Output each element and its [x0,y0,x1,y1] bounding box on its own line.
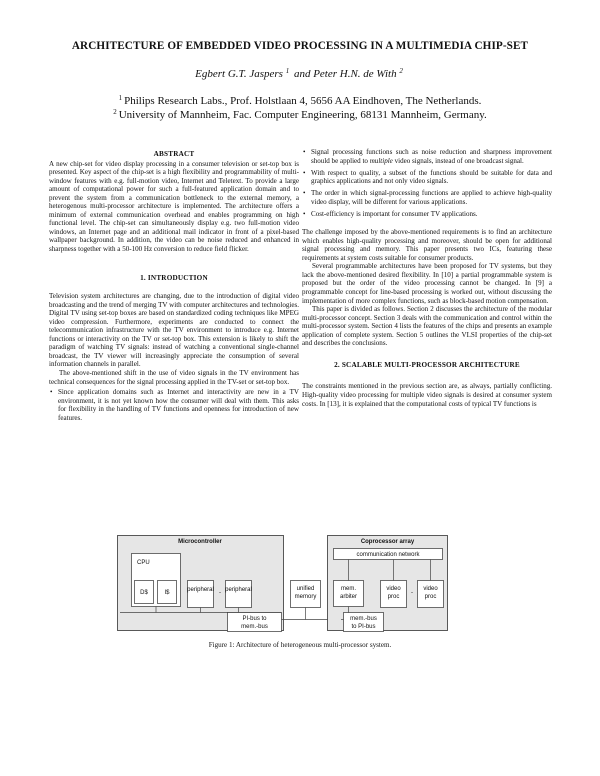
membus-bridge-label-2: to PI-bus [351,624,376,630]
architecture-diagram [117,532,517,634]
abstract-text: A new chip-set for video display processing in a consumer television or set-top box is presented. Key aspect of the chip-set is a high flexibility and programmability of multi-window features with e.g. full-motion video, Internet and Teletext. To provide a large amount of computational power for such a full-featured application domain and to prevent the system from a communication bottleneck to the external memory, a heterogenous multi-processor architecture is implemented. The architecture offers a minimum of external communication overhead and enables programming on high functional level. The chip-set can simultaneously display e.g. two full-motion video windows, an Internet page and an additional mail indicator in front of a pixel-based wallpaper background. In addition, the video can be noise reduced and enhanced in sharpness together with a 50-100 Hz conversion to reduce field flicker. [49,159,299,254]
requirement-emphasis: multiple [369,156,393,165]
intro-paragraph-2: The above-mentioned shift in the use of video signals in the TV environment has technical consequences for the signal processing applied in the TV-set or set-top box. [49,369,299,386]
coprocessor-array-label: Coprocessor array [360,539,415,545]
memory-arbiter-label-2: arbiter [339,594,358,600]
microcontroller-label: Microcontroller [178,539,222,545]
ellipsis-dash: - [411,590,413,596]
introduction-heading: 1. INTRODUCTION [140,273,208,282]
video-processor-a-label-1: video [386,586,401,592]
requirement-item [302,148,552,165]
ellipsis-dash: - [219,590,221,596]
author-1-mark: 1 [285,67,290,75]
video-processor-b-label-1: video [423,586,438,592]
intro-paragraph-3: The challenge imposed by the above-mentioned requirements is to find an architecture which enables high-quality processing and moreover, should be open for additional signal processing and memory. This paper presents two ICs, featuring these requirements at system costs suitable for consumer products. [302,228,552,262]
unified-memory-label-2: memory [294,594,317,600]
unified-memory-label-1: unified [296,586,315,592]
section-2-heading: 2. SCALABLE MULTI-PROCESSOR ARCHITECTURE [334,360,520,369]
author-2-mark: 2 [399,67,403,75]
requirement-item: • With respect to quality, a subset of the functions should be suitable for data and graphics applications and not only video signals. [302,169,552,186]
peripheral-block-a [188,581,214,608]
intro-paragraph-5: This paper is divided as follows. Section 2 discusses the architecture of the modular multi-processor concept. Section 3 deals with the communication and control within the multi-processor system. Section 4 lists the features of the chips and presents an example application of complete system. Section 5 outlines the VLSI properties of the chip-set and describes the conclusions. [302,305,552,348]
peripheral-a-label: peripheral [187,587,214,593]
abstract-heading: ABSTRACT [153,150,195,158]
cpu-label: CPU [137,560,150,566]
intro-paragraph-4: Several programmable architectures have been proposed for TV systems, but they lack the above-mentioned desired flexibility. In [10] a partial programmable system is proposed but the order of the video processing cannot be changed. In [9] a programmable concept for line-based processing is worked out, without discussing the implementation of more complex functions, such as block-based motion compensation. [302,262,552,305]
memory-arbiter-label-1: mem. [341,586,356,592]
affiliation-2-text: University of Mannheim, Fac. Computer Engineering, 68131 Mannheim, Germany. [118,109,487,121]
author-1: Egbert G.T. Jaspers [195,68,283,80]
data-cache-label: D$ [140,590,148,596]
requirement-item: • Since application domains such as Internet and interactivity are new in a TV environment, it is not yet known how the consumer will deal with them. This asks for flexibility in the handling of TV functions and openness for introduction of new features. [49,388,299,422]
author-line [0,67,600,80]
pibus-bridge-label-1: PI-bus to [242,616,267,622]
video-processor-b-label-2: proc [424,594,437,600]
communication-network-label: communication network [356,552,420,558]
affiliation-1-mark: 1 [118,94,123,102]
paper-title: ARCHITECTURE OF EMBEDDED VIDEO PROCESSING IN A MULTIMEDIA CHIP-SET [71,40,529,52]
peripheral-b-label: peripheral [225,587,252,593]
requirements-list-right [302,148,552,219]
peripheral-block-b [226,581,252,608]
affiliation-1 [0,94,600,107]
requirement-text-post: video signals, instead of one broadcast signal. [392,156,524,165]
intro-paragraph-1: Television system architectures are changing, due to the introduction of digital video broadcasting and the trend of merging TV with computer architectures and technologies. Digital TV using set-top boxes are based on standardized coding techniques like MPEG video compression. Furthermore, experiments are conducted to connect the telecommunication infrastructure with the TV environment to introduce e.g. Internet functions or interactivity on the TV or set-top box. This extension is likely to shift the paradigm of watching TV signals: instead of watching a conventional single-channel broadcast, the TV viewer will increasingly appreciate the consumption of several information channels in parallel. [49,292,299,369]
affiliation-2-mark: 2 [113,108,117,116]
right-column [302,150,552,408]
author-2: Peter H.N. de With [313,68,397,80]
left-column [49,150,299,426]
video-processor-a-label-2: proc [387,594,400,600]
affiliation-1-text: Philips Research Labs., Prof. Holstlaan 4, 5656 AA Eindhoven, The Netherlands. [124,95,482,107]
section-2-paragraph-1: The constraints mentioned in the previous section are, as always, partially conflicting. High-quality video processing for multiple video signals is desired at consumer system costs. In [13], it is explained that the computational costs of typical TV functions is [302,382,552,408]
requirement-item: • The order in which signal-processing functions are applied to achieve high-quality video display, will be different for various applications. [302,189,552,206]
requirement-text-pre: Signal processing functions such as noise reduction and sharpness improvement should be applied to [311,148,552,165]
pibus-bridge-label-2: mem.-bus [241,624,268,630]
requirements-list-left [49,388,299,422]
requirement-item: • Cost-efficiency is important for consumer TV applications. [302,210,552,219]
author-conjunction: and [293,68,311,80]
figure-caption: Figure 1: Architecture of heterogeneous multi-processor system. [208,641,392,649]
membus-bridge-label-1: mem.-bus [350,616,377,622]
affiliation-2 [0,108,600,121]
instruction-cache-label: I$ [164,590,170,596]
